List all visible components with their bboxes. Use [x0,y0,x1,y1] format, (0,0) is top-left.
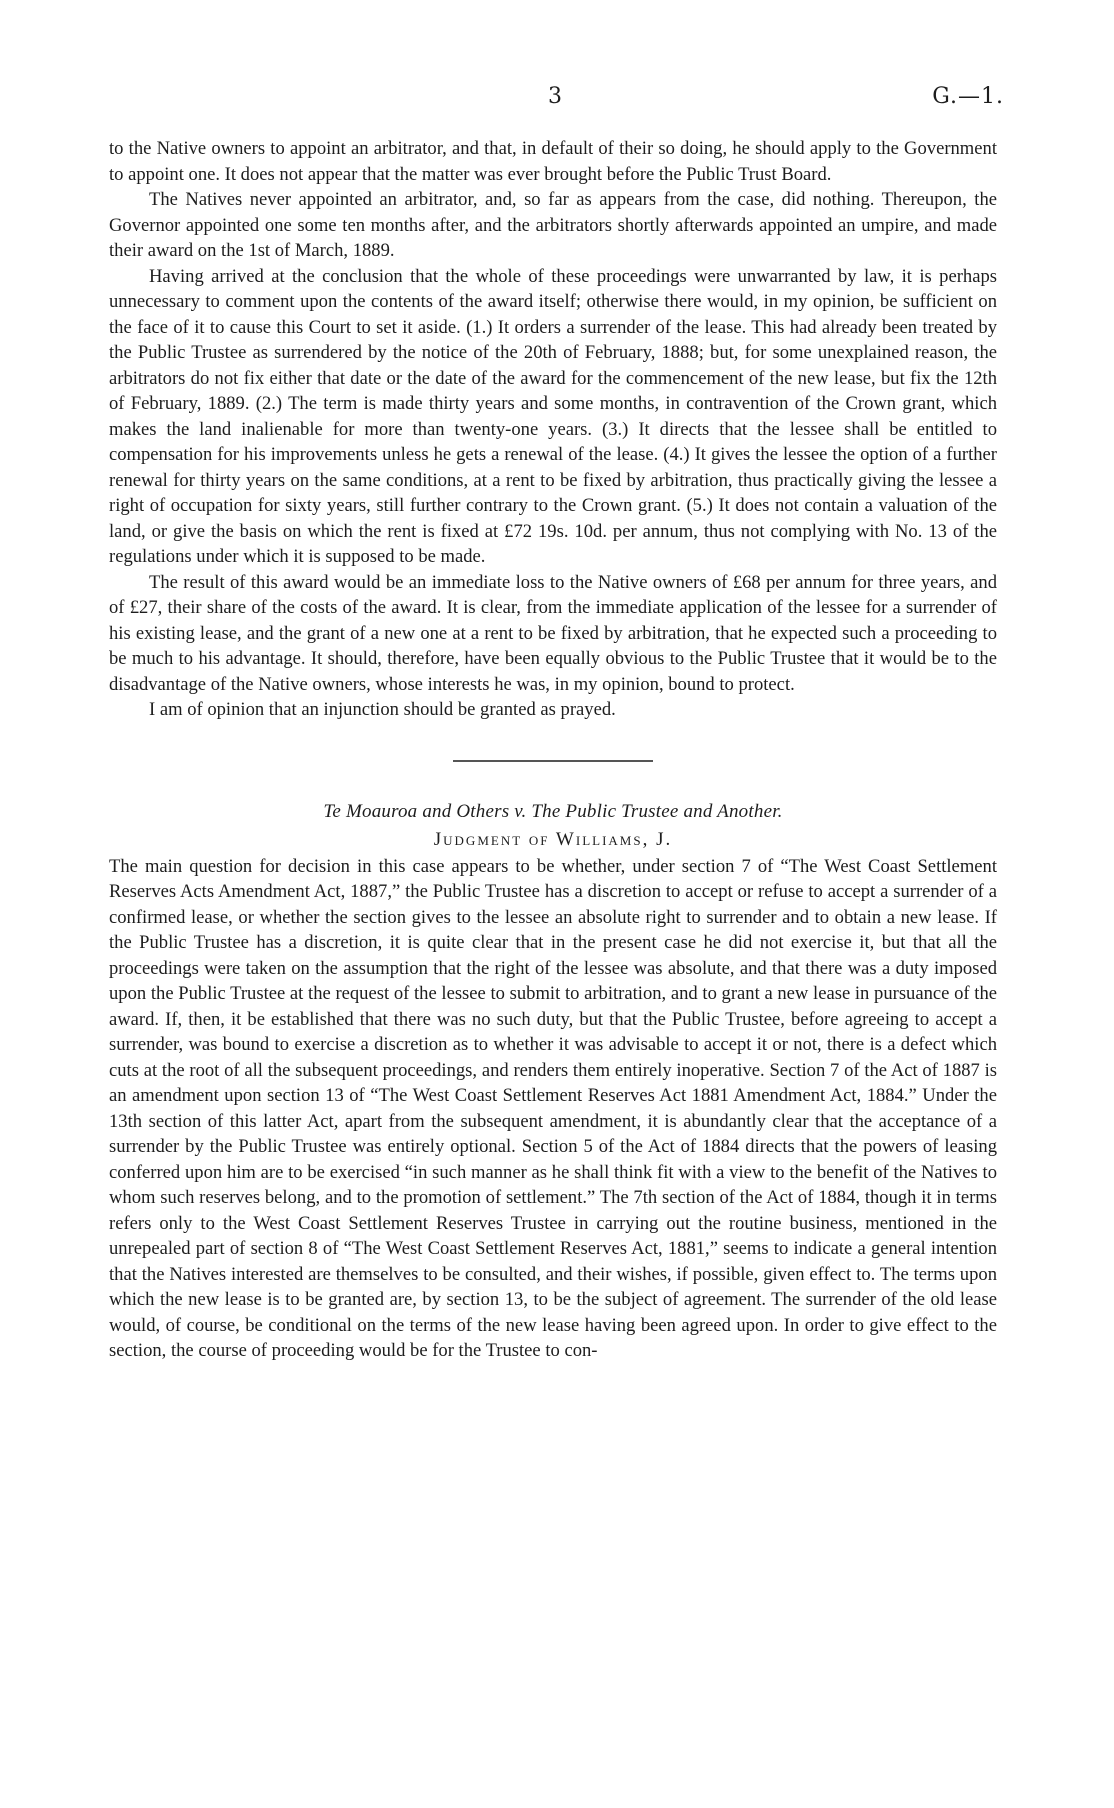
paragraph-judgment-body: The main question for decision in this case appears to be whether, under section 7 of “The West Coast Settlement Reserves Acts Amendment Act, 1887,” the Public Trustee has a discretion to accept or refuse to accept a surrender of a confirmed lease, or whether the section gives to the lessee an absolute right to surrender and to obtain a new lease. If the Public Trustee has a discretion, it is quite clear that in the present case he did not exercise it, but that all the proceedings were taken on the assumption that the right of the lessee was absolute, and that there was a duty imposed upon the Public Trustee at the request of the lessee to submit to arbitration, and to grant a new lease in pursuance of the award. If, then, it be established that there was no such duty, but that the Public Trustee, before agreeing to accept a surrender, was bound to exercise a discretion as to whether it was advisable to accept it or not, there is a defect which cuts at the root of all the subsequent proceedings, and renders them entirely inoperative. Section 7 of the Act of 1887 is an amendment upon section 13 of “The West Coast Settlement Reserves Act 1881 Amendment Act, 1884.” Under the 13th section of this latter Act, apart from the subsequent amendment, it is abundantly clear that the acceptance of a surrender by the Public Trustee was entirely optional. Section 5 of the Act of 1884 directs that the powers of leasing conferred upon him are to be exercised “in such manner as he shall think fit with a view to the benefit of the Natives to whom such reserves belong, and to the promotion of settlement.” The 7th section of the Act of 1884, though it in terms refers only to the West Coast Settlement Reserves Trustee in carrying out the routine business, mentioned in the unrepealed part of section 8 of “The West Coast Settlement Reserves Act, 1881,” seems to indicate a general intention that the Natives interested are themselves to be consulted, and their wishes, if possible, given effect to. The terms upon which the new lease is to be granted are, by section 13, to be the subject of agreement. The surrender of the old lease would, of course, be conditional on the terms of the new lease having been agreed upon. In order to give effect to the section, the course of proceeding would be for the Trustee to con- [109,855,997,1361]
section-divider [453,760,653,762]
paragraph-arbitrator-appointment: The Natives never appointed an arbitrator, and, so far as appears from the case, did nothing. Thereupon, the Governor appointed one some ten months after, and the arbitrators shortly afterwards appointed an umpire, and made their award on the 1st of March, 1889. [109,189,997,261]
page-number: 3 [548,84,562,109]
paragraph-award-result: The result of this award would be an immediate loss to the Native owners of £68 per annum for three years, and of £27, their share of the costs of the award. It is clear, from the immediate application of the lessee for a surrender of his existing lease, and the grant of a new one at a rent to be fixed by arbitration, that he expected such a proceeding to be much to his advantage. It should, therefore, have been equally obvious to the Public Trustee that it would be to the disadvantage of the Native owners, whose interests he was, in my opinion, bound to protect. [109,571,997,695]
judgment-heading: Judgment of Williams, J. [433,829,673,850]
page-header [0,84,1114,124]
paragraph-continuation: to the Native owners to appoint an arbitrator, and that, in default of their so doing, he should apply to the Government to appoint one. It does not appear that the matter was ever brought before the Public Trust Board. [109,138,997,185]
case-title: Te Moauroa and Others v. The Public Trustee and Another. [323,800,783,822]
series-code: G.—1. [932,84,1004,109]
paragraph-conclusion: I am of opinion that an injunction should be granted as prayed. [149,699,616,720]
paragraph-award-contents: Having arrived at the conclusion that the whole of these proceedings were unwarranted by law, it is perhaps unnecessary to comment upon the contents of the award itself; otherwise there would, in my opinion, be sufficient on the face of it to cause this Court to set it aside. (1.) It orders a surrender of the lease. This had already been treated by the Public Trustee as surrendered by the notice of the 20th of February, 1888; but, for some unexplained reason, the arbitrators do not fix either that date or the date of the award for the commencement of the new lease, but fix the 12th of February, 1889. (2.) The term is made thirty years and some months, in contravention of the Crown grant, which makes the land inalienable for more than twenty-one years. (3.) It directs that the lessee shall be entitled to compensation for his improvements unless he gets a renewal of the lease. (4.) It gives the lessee the option of a further renewal for thirty years on the same conditions, at a rent to be fixed by arbitration, thus practically giving the lessee a right of occupation for sixty years, still further contrary to the Crown grant. (5.) It does not contain a valuation of the land, or give the basis on which the rent is fixed at £72 19s. 10d. per annum, thus not complying with No. 13 of the regulations under which it is supposed to be made. [109,265,997,567]
page-body [109,136,997,1364]
